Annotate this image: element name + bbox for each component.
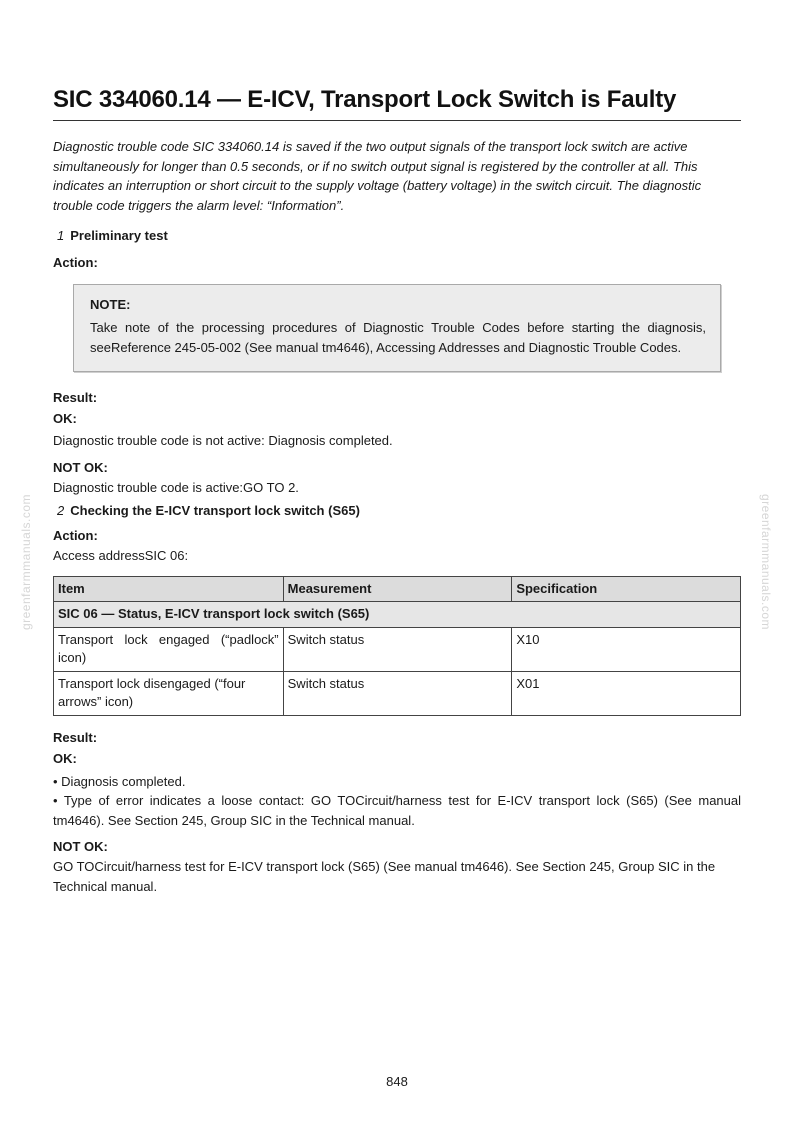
- step-1-result-label: Result:: [53, 390, 98, 405]
- step-1-action-label: Action:: [53, 255, 98, 270]
- table-cell-specification: X01: [512, 671, 741, 715]
- table-group-row: [54, 602, 741, 628]
- watermark-left: greenfarmmanuals.com: [19, 493, 33, 631]
- step-2-heading: [53, 503, 741, 518]
- step-2-notok-text: GO TOCircuit/harness test for E-ICV transport lock (S65) (See manual tm4646). See Section 245, Group SIC in the Technical manual.: [53, 859, 716, 894]
- table-cell-item: Transport lock engaged (“padlock” icon): [54, 627, 284, 671]
- table-cell-item: Transport lock disengaged (“four arrows” icon): [54, 671, 284, 715]
- table-cell-measurement: Switch status: [283, 627, 512, 671]
- table-row: [54, 627, 741, 671]
- status-table: [53, 576, 741, 716]
- step-2-title: Checking the E-ICV transport lock switch (S65): [70, 503, 360, 518]
- watermark-right: greenfarmmanuals.com: [759, 493, 773, 631]
- step-1-ok-label: OK:: [53, 411, 77, 426]
- page-title: SIC 334060.14 — E-ICV, Transport Lock Switch is Faulty: [53, 86, 741, 121]
- table-header-measurement: Measurement: [283, 576, 512, 602]
- step-1-number: 1: [57, 228, 65, 243]
- step-1-heading: [53, 228, 741, 243]
- step-2-notok-label: NOT OK:: [53, 839, 108, 854]
- step-2-number: 2: [57, 503, 65, 518]
- step-2-action-text: Access addressSIC 06:: [53, 548, 189, 563]
- step-2-ok-bullet-1: • Diagnosis completed.: [53, 773, 186, 789]
- step-2-result-label: Result:: [53, 729, 98, 745]
- step-1-notok-text: Diagnostic trouble code is active:GO TO 2.: [53, 479, 299, 495]
- step-2-ok-bullet-2: • Type of error indicates a loose contact: GO TOCircuit/harness test for E-ICV transport lock (S65) (See manual tm4646). See Section 245, Group SIC in the Technical manual.: [53, 793, 741, 828]
- step-1-title: Preliminary test: [70, 228, 168, 243]
- table-row: [54, 671, 741, 715]
- step-2-action-label: Action:: [53, 528, 98, 543]
- page-number: 848: [386, 1074, 408, 1089]
- table-cell-measurement: Switch status: [283, 671, 512, 715]
- note-title: NOTE:: [90, 297, 131, 312]
- note-box: [73, 284, 721, 372]
- document-page: [53, 86, 741, 896]
- step-1-ok-text: Diagnostic trouble code is not active: Diagnosis completed.: [53, 433, 393, 448]
- table-header-item: Item: [54, 576, 284, 602]
- step-1-notok-label: NOT OK:: [53, 459, 108, 475]
- table-cell-specification: X10: [512, 627, 741, 671]
- intro-paragraph: Diagnostic trouble code SIC 334060.14 is saved if the two output signals of the transport lock switch are active simultaneously for longer than 0.5 seconds, or if no switch output signal is registered by the controller at all. This indicates an interruption or short circuit to the supply voltage (battery voltage) in the switch circuit. The diagnostic trouble code triggers the alarm level: “Information”.: [53, 139, 702, 213]
- note-body: Take note of the processing procedures of Diagnostic Trouble Codes before starting the diagnosis, seeReference 245-05-002 (See manual tm4646), Accessing Addresses and Diagnostic Trouble Codes.: [90, 320, 706, 355]
- table-group-label: SIC 06 — Status, E-ICV transport lock switch (S65): [54, 602, 741, 628]
- step-2-ok-label: OK:: [53, 750, 77, 766]
- table-header-row: [54, 576, 741, 602]
- table-header-specification: Specification: [512, 576, 741, 602]
